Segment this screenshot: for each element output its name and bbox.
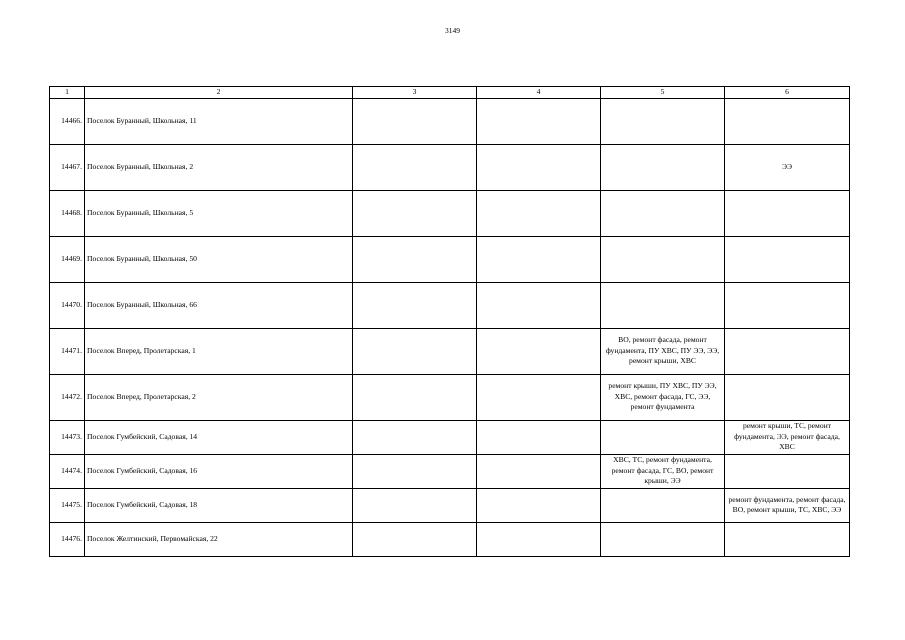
address-cell: Поселок Буранный, Школьная, 2: [85, 144, 353, 190]
row-number: 14471.: [50, 328, 85, 374]
cell-col3: [353, 236, 477, 282]
cell-col3: [353, 488, 477, 522]
cell-col6: ремонт крыши, ТС, ремонт фундамента, ЭЭ, ремонт фасада, ХВС: [725, 420, 850, 454]
cell-col4: [477, 328, 601, 374]
cell-col4: [477, 236, 601, 282]
cell-col3: [353, 282, 477, 328]
address-cell: Поселок Вперед, Пролетарская, 1: [85, 328, 353, 374]
table-row: [50, 144, 850, 190]
address-cell: Поселок Буранный, Школьная, 5: [85, 190, 353, 236]
row-number: 14466.: [50, 98, 85, 144]
cell-col5: [601, 522, 725, 556]
row-number: 14475.: [50, 488, 85, 522]
cell-col3: [353, 144, 477, 190]
cell-col3: [353, 454, 477, 488]
row-number: 14467.: [50, 144, 85, 190]
cell-col6: [725, 374, 850, 420]
cell-col3: [353, 190, 477, 236]
cell-col6: [725, 328, 850, 374]
address-cell: Поселок Желтинский, Первомайская, 22: [85, 522, 353, 556]
cell-col5: [601, 282, 725, 328]
address-cell: Поселок Гумбейский, Садовая, 14: [85, 420, 353, 454]
cell-col3: [353, 522, 477, 556]
table-row: [50, 282, 850, 328]
column-header-5: 5: [601, 87, 725, 99]
column-header-6: 6: [725, 87, 850, 99]
cell-col6: ремонт фундамента, ремонт фасада, ВО, ремонт крыши, ТС, ХВС, ЭЭ: [725, 488, 850, 522]
table-row: [50, 328, 850, 374]
cell-col6: [725, 522, 850, 556]
address-cell: Поселок Буранный, Школьная, 11: [85, 98, 353, 144]
header-row: [50, 87, 850, 99]
cell-col4: [477, 144, 601, 190]
row-number: 14476.: [50, 522, 85, 556]
cell-col5: [601, 190, 725, 236]
table-row: [50, 454, 850, 488]
table-row: [50, 522, 850, 556]
cell-col6: [725, 282, 850, 328]
table-row: [50, 236, 850, 282]
cell-col5: [601, 98, 725, 144]
cell-col4: [477, 282, 601, 328]
cell-col3: [353, 328, 477, 374]
address-cell: Поселок Вперед, Пролетарская, 2: [85, 374, 353, 420]
column-header-1: 1: [50, 87, 85, 99]
row-number: 14469.: [50, 236, 85, 282]
cell-col5: ВО, ремонт фасада, ремонт фундамента, ПУ ХВС, ПУ ЭЭ, ЭЭ, ремонт крыши, ХВС: [601, 328, 725, 374]
address-cell: Поселок Буранный, Школьная, 50: [85, 236, 353, 282]
cell-col5: [601, 488, 725, 522]
cell-col4: [477, 454, 601, 488]
cell-col4: [477, 488, 601, 522]
address-cell: Поселок Буранный, Школьная, 66: [85, 282, 353, 328]
cell-col4: [477, 420, 601, 454]
row-number: 14468.: [50, 190, 85, 236]
table-row: [50, 374, 850, 420]
row-number: 14470.: [50, 282, 85, 328]
row-number: 14472.: [50, 374, 85, 420]
cell-col5: [601, 236, 725, 282]
row-number: 14473.: [50, 420, 85, 454]
cell-col6: [725, 190, 850, 236]
cell-col4: [477, 190, 601, 236]
row-number: 14474.: [50, 454, 85, 488]
data-table: [49, 86, 850, 557]
cell-col6: [725, 236, 850, 282]
cell-col6: [725, 98, 850, 144]
cell-col3: [353, 374, 477, 420]
cell-col4: [477, 98, 601, 144]
cell-col3: [353, 98, 477, 144]
column-header-3: 3: [353, 87, 477, 99]
cell-col4: [477, 522, 601, 556]
cell-col6: ЭЭ: [725, 144, 850, 190]
table-row: [50, 488, 850, 522]
cell-col6: [725, 454, 850, 488]
address-cell: Поселок Гумбейский, Садовая, 16: [85, 454, 353, 488]
page-number: 3149: [445, 26, 460, 35]
cell-col5: ремонт крыши, ПУ ХВС, ПУ ЭЭ, ХВС, ремонт фасада, ГС, ЭЭ, ремонт фундамента: [601, 374, 725, 420]
table-row: [50, 420, 850, 454]
cell-col5: [601, 420, 725, 454]
cell-col4: [477, 374, 601, 420]
cell-col3: [353, 420, 477, 454]
column-header-2: 2: [85, 87, 353, 99]
cell-col5: ХВС, ТС, ремонт фундамента, ремонт фасада, ГС, ВО, ремонт крыши, ЭЭ: [601, 454, 725, 488]
address-cell: Поселок Гумбейский, Садовая, 18: [85, 488, 353, 522]
table-row: [50, 98, 850, 144]
table-row: [50, 190, 850, 236]
column-header-4: 4: [477, 87, 601, 99]
cell-col5: [601, 144, 725, 190]
